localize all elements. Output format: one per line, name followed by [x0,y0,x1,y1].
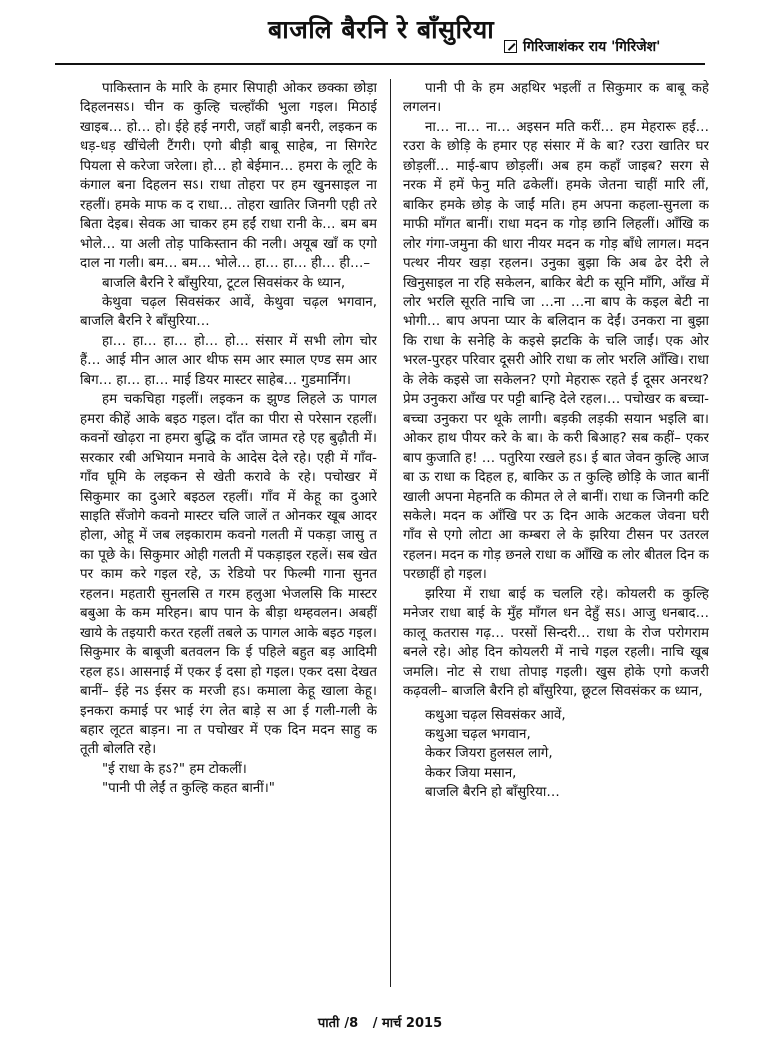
verse-line: बाजलि बैरनि हो बाँसुरिया… [425,785,560,801]
paragraph: हा… हा… हा… हो… हो… संसार में सभी लोग चोर हैं… आई मीन आल आर थीफ सम आर स्माल एण्ड सम आर बिग… हा… हा… माई डियर मास्टर साहेब… गुडमार्निंग। [80,333,377,388]
paragraph: पाकिस्तान के मारि के हमार सिपाही ओकर छक्का छोड़ा दिहलनसऽ। चीन क कुल्हि चल्हाँकी भुला गइल। मिठाई खाइब… हो… हो। ईहे हई नगरी, जहाँ बाड़ी बनरी, लइकन क धड़-धड़ खींचेली टैंगरी। एगो बीड़ी बाबू साहेब, ना सिगरेट पियला से करेजा जरेला। हो… हो बेईमान… हमरा के लूटि के कंगाल बना दिहलन सऽ। राधा तोहरा पर हम खुनसाइल ना रहलीं। हमके माफ क द राधा… तोहरा खातिर जिनगी एही तरे बिता देइब। सेवक आ चाकर हम हईं राधा रानी के… बम बम भोले… या अली तोड़ पाकिस्तान की नली। अयूब खाँ क एगो दाल ना गली। बम… बम… भोले… हा… हा… ही… ही…– [80,81,377,272]
author-byline [504,37,660,56]
header-rule [55,63,705,65]
issue-date: / मार्च 2015 [372,1016,443,1031]
magazine-name: पाती [317,1016,340,1031]
right-column [403,79,709,987]
column-divider [390,79,391,987]
dialogue-line: "पानी पी लेईं त कुल्हि कहत बानीं।" [102,781,275,797]
pen-icon [504,40,517,53]
left-column [80,79,377,987]
verse-line: कथुआ चढ़ल भगवान, [425,726,531,742]
verse-line: कथुआ चढ़ल सिवसंकर आवें, [425,707,566,723]
page-number: /8 [344,1016,359,1031]
author-name: गिरिजाशंकर राय 'गिरिजेश' [523,39,661,55]
verse-line: केकर जियरा हुलसल लागे, [425,746,553,762]
song-line: केथुवा चढ़ल सिवसंकर आवें, केथुवा चढ़ल भगवान, बाजलि बैरनि रे बाँसुरिया… [80,294,377,330]
verse-line: केकर जिया मसान, [425,765,517,781]
page-title: बाजलि बैरनि रे बाँसुरिया [268,15,495,44]
page-footer [0,1013,760,1031]
paragraph: ना… ना… ना… अइसन मति करीं… हम मेहरारू हईं… रउरा के छोड़ि के हमार एह संसार में के बा? रउरा खातिर घर छोड़लीं… माई-बाप छोड़लीं। अब हम कहाँ जाइब? सरग से नरक में हमें फेनु मति ढकेलीं। हमके जेतना चाहीं मारि लीं, बाकिर हमके छोड़ के जाईं मति। हम अपना कहला-सुनला क माफी माँगत बानीं। राधा मदन क गोड़ छानि लिहलीं। आँखि क लोर गंगा-जमुना की धारा नीयर मदन क गोड़ बाँधे लागल। मदन पत्थर नीयर खड़ा रहलन। उनुका बुझा कि अब ढेर देरी ले खिनुसाइल ना रहि सकेलन, बाकिर बेटी क सूनि माँगि, आँख में लोर भरलि सूरति नाचि जा …ना …ना बाप के कइल बेटी ना भोगी… बाप अपना प्यार के बलिदान क देईं। उनकरा ना बुझा कि राधा के सनेहि के कइसे झटकि के चलि जाईं। एक ओर भरल-पुरहर परिवार दूसरी ओरि राधा क लोर भरलि आँखि। राधा के लेके कइसे जा सकेलन? एगो मेहरारू रहते ई दूसर अनरथ? प्रेम उनुकरा आँख पर पट्टी बान्हि देले रहल।… पचोखर क बच्चा-बच्चा उनुकरा पर थूके लागी। बड़की लड़की सयान भइलि बा। ओकर हाथ पीयर करे के बा। के करी बिआह? सब कहीं– एकर बाप कुजाति ह! … पतुरिया रखले हऽ। ई बात जेवन कुल्हि आज बा ऊ राधा क दिहल ह, बाकिर ऊ त कुल्हि छोड़ि के जात बानीं खाली अपना मेहनति क कीमत ले ले बानीं। राधा क जिनगी कटि सकेले। मदन क आँखि पर ऊ दिन आके अटकल जेवना घरी गाँव से एगो लोटा आ कम्बरा ले के झरिया टीसन पर उतरल रहलन। मदन क गोड़ छनले राधा क आँखि क लोर बीतल दिन क परछाहीं हो गइल। [403,119,709,583]
verse [403,706,709,803]
paragraph: पानी पी के हम अहथिर भइलीं त सिकुमार क बाबू कहे लगलन। [403,81,709,116]
song-line: बाजलि बैरनि रे बाँसुरिया, टूटल सिवसंकर के ध्यान, [102,275,346,291]
paragraph: हम चकचिहा गइलीं। लइकन क झुण्ड लिहले ऊ पागल हमरा कीहें आके बइठ गइल। दाँत का पीरा से परेसान रहलीं। कवनों खोढ़रा ना हमरा बुद्धि क दाँत जामत रहे एह बुढ़ौती में। सरकार रबी अभियान मनावे के आदेस देले रहे। एही में गाँव-गाँव घूमि के लइकन से खेती करावे के रहे। पचोखर में सिकुमार का दुआरे बइठल रहलीं। गाँव में केहू का दुआरे साइति सँजोगे कवनो मास्टर चलि जालें त ओनकर खूब आदर होला, ओहू में जब लइकाराम कवनो गलती में पकड़ा जासु त का पूछे के। सिकुमार ओही गलती में पकड़ाइल रहलें। सब खेत पर काम करे गइल रहे, ऊ रेडियो पर फिल्मी गाना सुनत रहलन। महतारी सुनलसि त गरम हलुआ भेजलसि कि मास्टर बबुआ के कम मरिहन। बाप पान के बीड़ा थम्हवलन। अबहीं खाये के तइयारी करत रहलीं तबले ऊ पागल आके बइठ गइल। सिकुमार के बाबूजी बतवलन कि ई पहिले बहुत बड़ आदिमी रहल हऽ। आसनाई में एकर ई दसा हो गइल। एकर दसा देखत बानीं– ईहे नऽ ईसर क मरजी हऽ। कमाला केहू खाला केहू। इनकरा कमाई पर भाई रंग लेत बाड़े स आ ई गली-गली के बहार लूटत बाड़न। ना त पचोखर में एक दिन मदन साहु क तूती बोलति रहे। [80,392,377,758]
dialogue-line: "ई राधा के हऽ?" हम टोकलीं। [102,761,247,777]
paragraph: झरिया में राधा बाई क चललि रहे। कोयलरी क कुल्हि मनेजर राधा बाई के मुँह माँगल धन देहुँ सऽ। आजु धनबाद… कालू कतरास गढ़… परसों सिन्दरी… राधा के रोज परोगराम बनले रहे। ओह दिन कोयलरी में नाचे गइल रहली। नाचि खूब जमलि। नोट से राधा तोपाइ गइली। खुस होके एगो कजरी कढ़वली– बाजलि बैरनि हो बाँसुरिया, छूटल सिवसंकर क ध्यान, [403,586,709,700]
